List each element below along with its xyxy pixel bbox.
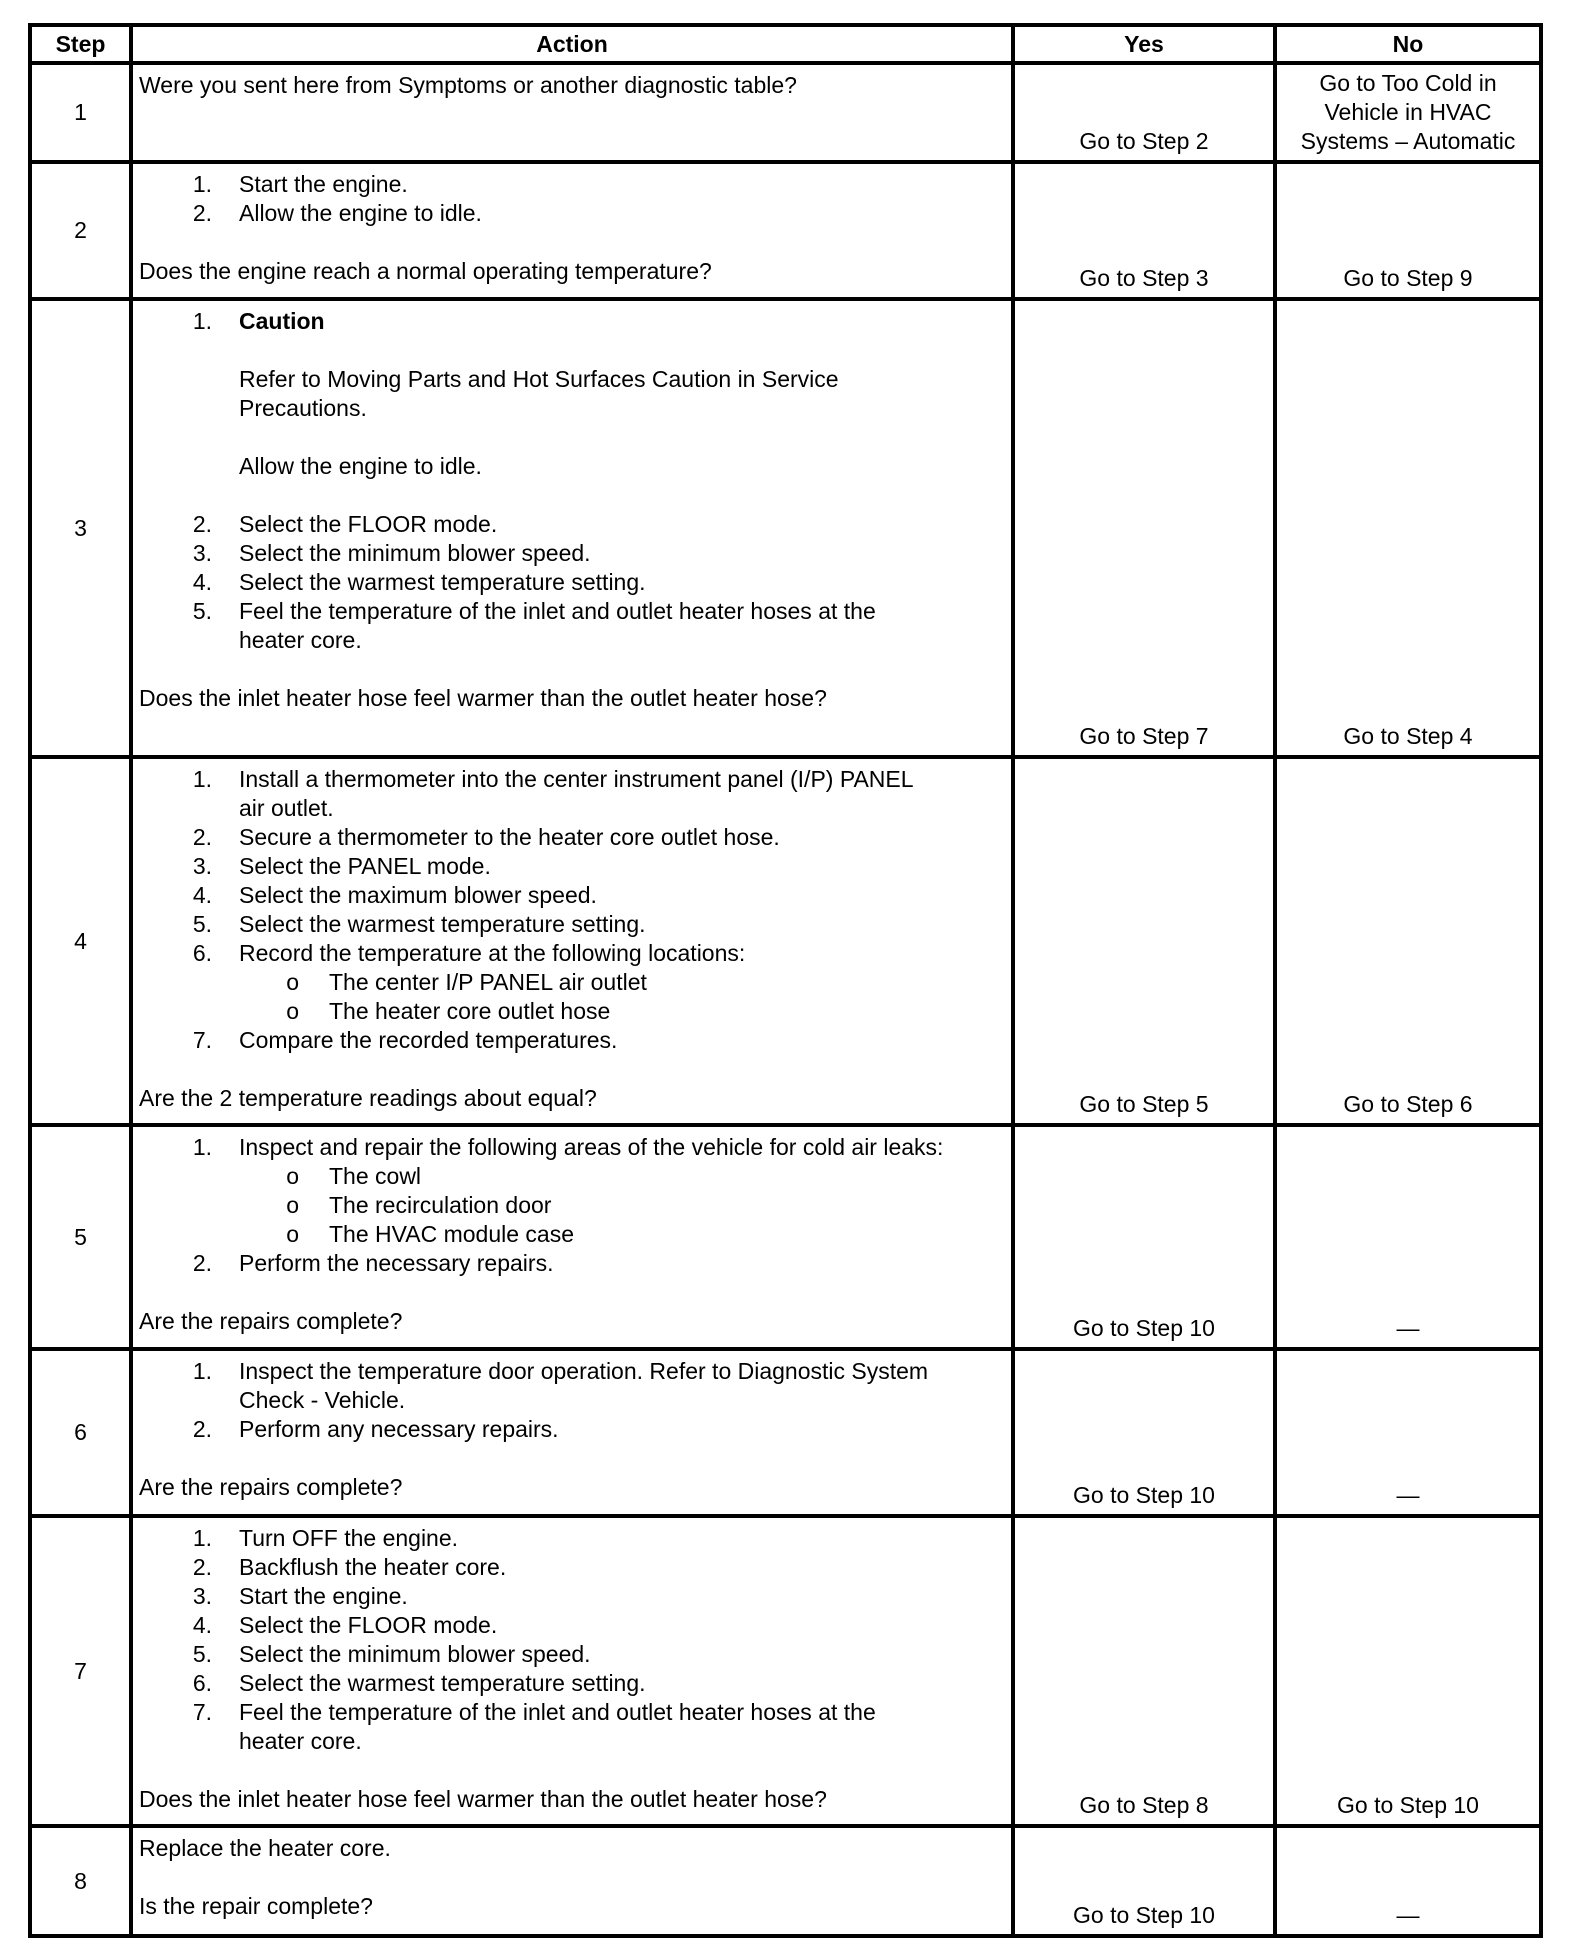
- bullet-icon: o: [286, 1192, 299, 1218]
- step-number: 5: [30, 1125, 131, 1349]
- table-row: [30, 757, 1541, 1125]
- list-item-continued: Check - Vehicle.: [239, 1387, 406, 1413]
- sub-list: [139, 1162, 1005, 1249]
- list-item: 6. Record the temperature at the following locations:: [192, 940, 746, 966]
- action-list: [139, 1357, 1005, 1386]
- list-item: 2. Secure a thermometer to the heater core outlet hose.: [192, 824, 780, 850]
- no-cell: [1275, 63, 1541, 162]
- step-number: 3: [30, 299, 131, 757]
- list-item: 2. Select the FLOOR mode.: [192, 511, 498, 537]
- step-number: 4: [30, 757, 131, 1125]
- list-item: 4. Select the maximum blower speed.: [192, 882, 597, 908]
- list-item-continued: air outlet.: [239, 795, 334, 821]
- action-list: [139, 307, 1005, 336]
- step-number: 6: [30, 1349, 131, 1516]
- list-item-continued: heater core.: [239, 627, 362, 653]
- list-item: 1. Install a thermometer into the center instrument panel (I/P) PANEL: [192, 766, 914, 792]
- list-item: 4. Select the FLOOR mode.: [192, 1612, 498, 1638]
- sub-list-item: o The center I/P PANEL air outlet: [139, 968, 1005, 997]
- list-item: 1. Caution: [139, 307, 1005, 336]
- action-list: [139, 823, 1005, 968]
- list-item: 3. Start the engine.: [192, 1583, 408, 1609]
- step-number: 8: [30, 1826, 131, 1936]
- step-number: 7: [30, 1516, 131, 1826]
- sub-list-item: o The HVAC module case: [139, 1220, 1005, 1249]
- list-item: 1. Inspect the temperature door operation. Refer to Diagnostic System: [192, 1358, 929, 1384]
- action-list: [139, 1133, 1005, 1162]
- header-action: Action: [131, 25, 1013, 63]
- action-cell: [131, 299, 1013, 757]
- action-question: Were you sent here from Symptoms or another diagnostic table?: [139, 72, 797, 98]
- caution-text: Precautions.: [239, 395, 367, 421]
- action-cell: [131, 1349, 1013, 1516]
- bullet-icon: o: [286, 1221, 299, 1247]
- no-line: Systems – Automatic: [1300, 128, 1516, 154]
- action-cell: [131, 1516, 1013, 1826]
- action-list: [139, 1026, 1005, 1055]
- diagnostic-table: [28, 23, 1543, 1938]
- no-line: Go to Too Cold in: [1319, 70, 1497, 96]
- list-item: 4. Select the warmest temperature setting.: [192, 569, 646, 595]
- no-cell: —: [1275, 1349, 1541, 1516]
- action-cell: [131, 162, 1013, 299]
- list-item: 6. Select the warmest temperature setting.: [192, 1670, 646, 1696]
- action-list: [139, 1249, 1005, 1278]
- action-cell: [131, 757, 1013, 1125]
- list-item: 2. Perform any necessary repairs.: [192, 1416, 559, 1442]
- no-cell: Go to Step 6: [1275, 757, 1541, 1125]
- action-text: Replace the heater core.: [139, 1835, 391, 1861]
- list-item: 5. Feel the temperature of the inlet and outlet heater hoses at the: [192, 598, 876, 624]
- no-cell: Go to Step 9: [1275, 162, 1541, 299]
- list-item: 3. Select the minimum blower speed.: [192, 540, 591, 566]
- no-cell: —: [1275, 1125, 1541, 1349]
- yes-cell: Go to Step 10: [1013, 1826, 1275, 1936]
- yes-cell: Go to Step 10: [1013, 1125, 1275, 1349]
- list-item: 2. Perform the necessary repairs.: [192, 1250, 554, 1276]
- action-question: Does the inlet heater hose feel warmer than the outlet heater hose?: [139, 1786, 827, 1812]
- action-list: [139, 1415, 1005, 1444]
- caution-after: Allow the engine to idle.: [239, 453, 482, 479]
- table-row: [30, 63, 1541, 162]
- yes-cell: Go to Step 10: [1013, 1349, 1275, 1516]
- sub-list-item: o The cowl: [139, 1162, 1005, 1191]
- header-step: Step: [30, 25, 131, 63]
- list-item: 1. Inspect and repair the following areas of the vehicle for cold air leaks:: [192, 1134, 944, 1160]
- step-number: 2: [30, 162, 131, 299]
- action-question: Are the repairs complete?: [139, 1308, 403, 1334]
- list-item-continued: heater core.: [239, 1728, 362, 1754]
- sub-list-item: o The heater core outlet hose: [139, 997, 1005, 1026]
- list-item: 2. Backflush the heater core.: [192, 1554, 507, 1580]
- action-question: Does the inlet heater hose feel warmer than the outlet heater hose?: [139, 685, 827, 711]
- header-no: No: [1275, 25, 1541, 63]
- list-item: 3. Select the PANEL mode.: [192, 853, 491, 879]
- action-question: Are the 2 temperature readings about equal?: [139, 1085, 597, 1111]
- list-item: 1. Turn OFF the engine.: [192, 1525, 459, 1551]
- list-item: 5. Select the warmest temperature setting.: [192, 911, 646, 937]
- table-row: [30, 162, 1541, 299]
- no-cell: Go to Step 4: [1275, 299, 1541, 757]
- caution-text: Refer to Moving Parts and Hot Surfaces Caution in Service: [239, 366, 839, 392]
- header-row: [30, 25, 1541, 63]
- bullet-icon: o: [286, 1163, 299, 1189]
- action-list: [139, 1524, 1005, 1727]
- action-cell: [131, 63, 1013, 162]
- sub-list-item: o The recirculation door: [139, 1191, 1005, 1220]
- yes-cell: Go to Step 5: [1013, 757, 1275, 1125]
- yes-cell: Go to Step 2: [1013, 63, 1275, 162]
- yes-cell: Go to Step 3: [1013, 162, 1275, 299]
- bullet-icon: o: [286, 969, 299, 995]
- step-number: 1: [30, 63, 131, 162]
- action-list: [139, 510, 1005, 626]
- table-row: [30, 1349, 1541, 1516]
- no-line: Vehicle in HVAC: [1324, 99, 1492, 125]
- table-row: [30, 1125, 1541, 1349]
- no-cell: Go to Step 10: [1275, 1516, 1541, 1826]
- action-cell: [131, 1125, 1013, 1349]
- action-cell: [131, 1826, 1013, 1936]
- table-row: [30, 299, 1541, 757]
- list-item: 7. Feel the temperature of the inlet and outlet heater hoses at the: [192, 1699, 876, 1725]
- table-row: [30, 1826, 1541, 1936]
- action-question: Are the repairs complete?: [139, 1474, 403, 1500]
- action-list: [139, 170, 1005, 228]
- action-question: Does the engine reach a normal operating temperature?: [139, 258, 712, 284]
- yes-cell: Go to Step 7: [1013, 299, 1275, 757]
- table-row: [30, 1516, 1541, 1826]
- list-item: 1. Start the engine.: [192, 171, 408, 197]
- list-item: 5. Select the minimum blower speed.: [192, 1641, 591, 1667]
- no-cell: —: [1275, 1826, 1541, 1936]
- header-yes: Yes: [1013, 25, 1275, 63]
- action-question: Is the repair complete?: [139, 1893, 373, 1919]
- action-list: [139, 765, 1005, 794]
- list-item: 7. Compare the recorded temperatures.: [192, 1027, 618, 1053]
- sub-list: [139, 968, 1005, 1026]
- caution-label: Caution: [239, 308, 325, 334]
- yes-cell: Go to Step 8: [1013, 1516, 1275, 1826]
- list-item: 2. Allow the engine to idle.: [192, 200, 482, 226]
- bullet-icon: o: [286, 998, 299, 1024]
